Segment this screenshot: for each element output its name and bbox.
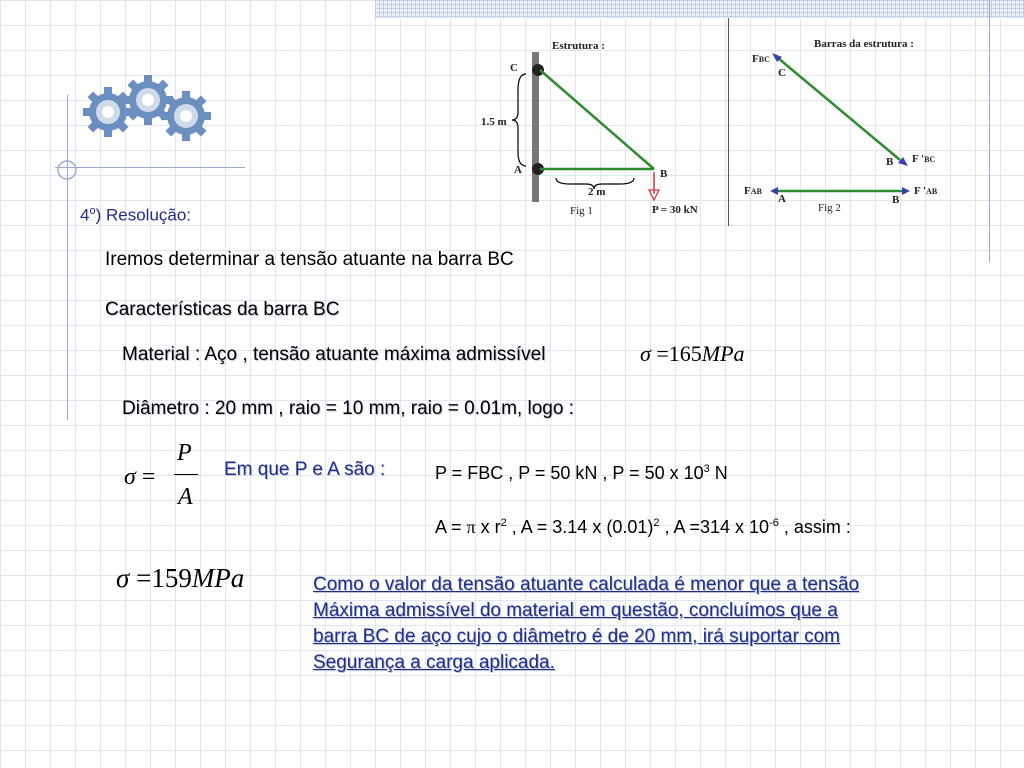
left-vertical-rule <box>67 95 68 420</box>
material-formula: σ =165MPa <box>640 341 745 366</box>
fig2-title: Barras da estrutura : <box>814 38 914 50</box>
fraction-bar <box>174 474 198 475</box>
fig1-load-label: P = 30 kN <box>652 204 698 216</box>
fig1-label-c: C <box>510 62 518 74</box>
figure-divider <box>728 18 729 226</box>
fig2-label-b-top: B <box>886 156 894 168</box>
conclusion-line: Máxima admissível do material em questão, concluímos que a <box>313 600 838 621</box>
conclusion-paragraph <box>313 572 993 676</box>
fig2-label-c: C <box>778 67 786 79</box>
left-horizontal-rule <box>55 167 245 168</box>
conclusion-line: Como o valor da tensão atuante calculada é menor que a tensão <box>313 574 860 595</box>
fig1-width-label: 2 m <box>588 186 606 198</box>
fig2-fab-label: FAB <box>744 185 762 197</box>
formula-numerator: P <box>177 440 192 466</box>
fig2-fbc-label: FBC <box>752 53 770 65</box>
figure-2 <box>740 30 960 225</box>
section-heading: 4$^o$) Resolução: <box>80 205 192 225</box>
right-vertical-rule <box>989 0 990 262</box>
fig1-height-label: 1.5 m <box>481 116 507 128</box>
fig1-label-a: A <box>514 164 522 176</box>
fig2-fbc-prime-label: F 'BC <box>912 153 936 165</box>
intro-text: Iremos determinar a tensão atuante na barra BC <box>105 249 514 270</box>
formula-sigma: σ = <box>124 464 156 490</box>
result-formula: σ =159MPa <box>116 563 245 593</box>
fig2-label-a: A <box>778 193 786 205</box>
a-line: A = π x $r^2$ , A = 3.14 x $(0.01)^2$ , A =314 x $10^{-6}$ , assim : <box>435 517 851 537</box>
rule-circle-icon <box>54 157 80 183</box>
gears-logo-icon <box>80 72 215 147</box>
fig2-label-b: B <box>892 194 900 206</box>
em-que-label: Em que P e A são : <box>224 459 386 480</box>
fig1-title: Estrutura : <box>552 40 605 52</box>
material-line: Material : Aço , tensão atuante máxima admissível <box>122 344 546 365</box>
fig2-fab-prime-label: F 'AB <box>914 185 938 197</box>
diameter-line: Diâmetro : 20 mm , raio = 10 mm, raio = 0.01m, logo : <box>122 398 574 419</box>
fig1-caption: Fig 1 <box>570 205 593 217</box>
fig1-label-b: B <box>660 168 668 180</box>
p-line: P = FBC , P = 50 kN , P = 50 x $10^3$ N <box>435 463 728 483</box>
top-decor-band <box>375 0 1024 18</box>
conclusion-line: Segurança a carga aplicada. <box>313 652 555 673</box>
formula-denominator: A <box>178 484 193 510</box>
fig2-caption: Fig 2 <box>818 202 841 214</box>
conclusion-line: barra BC de aço cujo o diâmetro é de 20 mm, irá suportar com <box>313 626 840 647</box>
figure-1 <box>470 30 720 225</box>
subtitle-text: Características da barra BC <box>105 299 340 320</box>
